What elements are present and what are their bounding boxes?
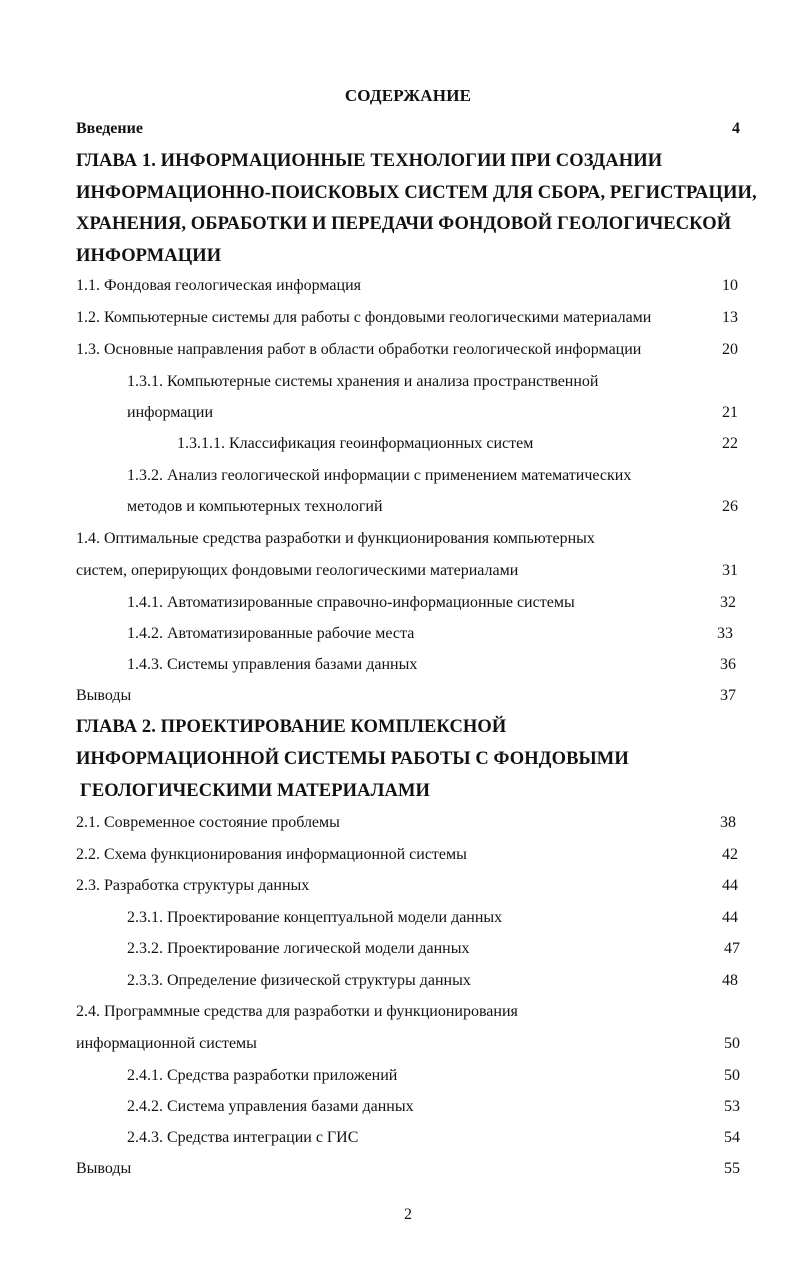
toc-entry-conclusions: Выводы (76, 687, 132, 704)
toc-entry: 1.2. Компьютерные системы для работы с фондовыми геологическими материалами (76, 309, 652, 326)
toc-page: 54 (724, 1129, 740, 1146)
toc-entry: 2.3. Разработка структуры данных (76, 877, 310, 894)
toc-entry: 1.4.2. Автоматизированные рабочие места (127, 625, 415, 642)
toc-entry: 2.1. Современное состояние проблемы (76, 814, 340, 831)
toc-entry: 1.4.3. Системы управления базами данных (127, 656, 418, 673)
toc-entry: 1.3.1.1. Классификация геоинформационных систем (177, 435, 534, 452)
toc-entry: 1.1. Фондовая геологическая информация (76, 277, 361, 294)
chapter2-heading-line: ГЛАВА 2. ПРОЕКТИРОВАНИЕ КОМПЛЕКСНОЙ (76, 717, 507, 737)
toc-page: 50 (724, 1067, 740, 1084)
toc-entry: 2.3.2. Проектирование логической модели данных (127, 940, 470, 957)
toc-page: 47 (724, 940, 740, 957)
toc-page-intro: 4 (732, 120, 740, 137)
toc-entry: 1.4. Оптимальные средства разработки и функционирования компьютерных (76, 530, 595, 547)
chapter2-heading-line: ГЕОЛОГИЧЕСКИМИ МАТЕРИАЛАМИ (80, 781, 430, 801)
toc-entry: 2.4.3. Средства интеграции с ГИС (127, 1129, 359, 1146)
toc-entry: 2.4.1. Средства разработки приложений (127, 1067, 398, 1084)
chapter1-heading-line: ИНФОРМАЦИИ (76, 246, 222, 266)
toc-entry: 1.4.1. Автоматизированные справочно-информационные системы (127, 594, 575, 611)
toc-page: 32 (720, 594, 736, 611)
toc-page: 38 (720, 814, 736, 831)
chapter1-heading-line: ИНФОРМАЦИОННО-ПОИСКОВЫХ СИСТЕМ ДЛЯ СБОРА, РЕГИСТРАЦИИ, (76, 183, 757, 203)
toc-page: 31 (722, 562, 738, 579)
toc-page: 37 (720, 687, 736, 704)
toc-page: 33 (717, 625, 733, 642)
toc-page: 53 (724, 1098, 740, 1115)
toc-entry: 1.3.1. Компьютерные системы хранения и анализа пространственной (127, 373, 599, 390)
toc-page: 44 (722, 909, 738, 926)
toc-entry: 2.4.2. Система управления базами данных (127, 1098, 414, 1115)
chapter1-heading-line: ХРАНЕНИЯ, ОБРАБОТКИ И ПЕРЕДАЧИ ФОНДОВОЙ ГЕОЛОГИЧЕСКОЙ (76, 214, 732, 234)
toc-entry: 1.3.2. Анализ геологической информации с применением математических (127, 467, 632, 484)
toc-page: 42 (722, 846, 738, 863)
toc-page: 48 (722, 972, 738, 989)
toc-page: 44 (722, 877, 738, 894)
toc-page: 10 (722, 277, 738, 294)
toc-entry: информации (127, 404, 214, 421)
chapter2-heading-line: ИНФОРМАЦИОННОЙ СИСТЕМЫ РАБОТЫ С ФОНДОВЫМИ (76, 749, 629, 769)
toc-entry-conclusions: Выводы (76, 1160, 132, 1177)
toc-page: 13 (722, 309, 738, 326)
toc-entry: информационной системы (76, 1035, 257, 1052)
toc-entry: 2.3.1. Проектирование концептуальной модели данных (127, 909, 503, 926)
toc-page: 50 (724, 1035, 740, 1052)
toc-page: 21 (722, 404, 738, 421)
toc-entry: 2.4. Программные средства для разработки и функционирования (76, 1003, 518, 1020)
toc-page: 20 (722, 341, 738, 358)
toc-entry: 1.3. Основные направления работ в области обработки геологической информации (76, 341, 642, 358)
chapter1-heading-line: ГЛАВА 1. ИНФОРМАЦИОННЫЕ ТЕХНОЛОГИИ ПРИ СОЗДАНИИ (76, 151, 663, 171)
toc-entry: методов и компьютерных технологий (127, 498, 383, 515)
toc-entry-intro: Введение (76, 120, 143, 137)
toc-page: 55 (724, 1160, 740, 1177)
toc-entry: систем, оперирующих фондовыми геологическими материалами (76, 562, 519, 579)
page-number: 2 (404, 1206, 412, 1223)
toc-page: 22 (722, 435, 738, 452)
toc-title: СОДЕРЖАНИЕ (344, 86, 472, 105)
toc-page: 36 (720, 656, 736, 673)
toc-entry: 2.2. Схема функционирования информационной системы (76, 846, 467, 863)
toc-entry: 2.3.3. Определение физической структуры данных (127, 972, 471, 989)
toc-page: 26 (722, 498, 738, 515)
